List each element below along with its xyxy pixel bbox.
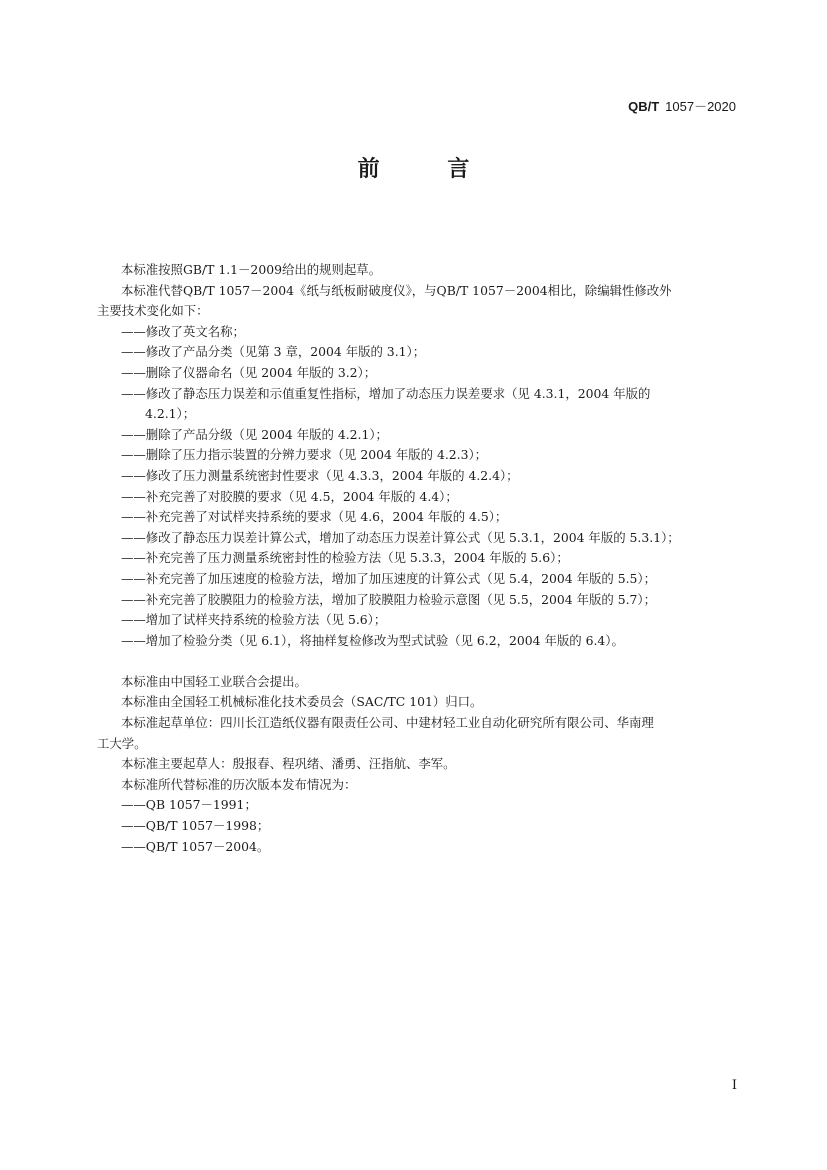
page-title: 前 言 [357, 157, 500, 182]
intro-paragraph-1: 本标准按照GB/T 1.1－2009给出的规则起草。 [121, 262, 382, 277]
change-item: ——删除了产品分级（见 2004 年版的 4.2.1）； [121, 426, 388, 442]
change-item: ——修改了产品分类（见第 3 章，2004 年版的 3.1）； [121, 344, 426, 360]
managed-by: 本标准由全国轻工机械标准化技术委员会（SAC/TC 101）归口。 [121, 694, 483, 710]
change-item: ——增加了试样夹持系统的检验方法（见 5.6）； [121, 612, 387, 628]
change-item: ——删除了仪器命名（见 2004 年版的 3.2）； [121, 364, 377, 380]
standard-prefix: QB/T [628, 99, 660, 114]
change-item: ——删除了压力指示装置的分辨力要求（见 2004 年版的 4.2.3）； [121, 447, 488, 463]
page-number: I [731, 1078, 737, 1093]
change-item: ——补充完善了对试样夹持系统的要求（见 4.6，2004 年版的 4.5）； [121, 509, 508, 525]
change-item: ——补充完善了对胶膜的要求（见 4.5，2004 年版的 4.4）； [121, 488, 458, 504]
change-item-wrap: 4.2.1）； [145, 406, 196, 422]
change-item-continued [97, 404, 757, 425]
history-intro: 本标准所代替标准的历次版本发布情况为： [121, 776, 357, 792]
standard-code [628, 96, 736, 115]
standard-number: 1057－2020 [665, 99, 736, 114]
change-item: ——补充完善了胶膜阻力的检验方法，增加了胶膜阻力检验示意图（见 5.5，2004 年版的 5.7）； [121, 591, 657, 607]
history-item: ——QB 1057－1991； [121, 797, 257, 813]
history-item: ——QB/T 1057－1998； [121, 818, 270, 834]
change-item: ——修改了静态压力误差和示值重复性指标，增加了动态压力误差要求（见 4.3.1，2004 年版的 [121, 385, 651, 401]
foreword-body [97, 260, 757, 857]
drafting-units: 本标准起草单位：四川长江造纸仪器有限责任公司、中建材轻工业自动化研究所有限公司、华南理 [121, 715, 654, 731]
change-item: ——补充完善了压力测量系统密封性的检验方法（见 5.3.3，2004 年版的 5.6）； [121, 550, 569, 566]
change-item: ——修改了压力测量系统密封性要求（见 4.3.3，2004 年版的 4.2.4）； [121, 467, 519, 483]
drafters: 本标准主要起草人：殷报春、程巩绪、潘勇、汪指航、李军。 [121, 756, 456, 772]
intro-paragraph-2: 本标准代替QB/T 1057－2004《纸与纸板耐破度仪》，与QB/T 1057－2004相比，除编辑性修改外 [121, 282, 672, 298]
change-item: ——增加了检验分类（见 6.1），将抽样复检修改为型式试验（见 6.2，2004 年版的 6.4）。 [121, 632, 624, 648]
change-item: ——修改了静态压力误差计算公式，增加了动态压力误差计算公式（见 5.3.1，2004 年版的 5.3.1）； [121, 529, 680, 545]
change-item: ——补充完善了加压速度的检验方法，增加了加压速度的计算公式（见 5.4，2004 年版的 5.5）； [121, 570, 657, 586]
proposed-by: 本标准由中国轻工业联合会提出。 [121, 673, 307, 689]
paragraph-gap [97, 651, 757, 672]
history-item: ——QB/T 1057－2004。 [121, 838, 270, 854]
drafting-units-continued: 工大学。 [97, 735, 147, 751]
change-item: ——修改了英文名称； [121, 323, 245, 339]
intro-paragraph-2-continued: 主要技术变化如下： [97, 303, 209, 319]
